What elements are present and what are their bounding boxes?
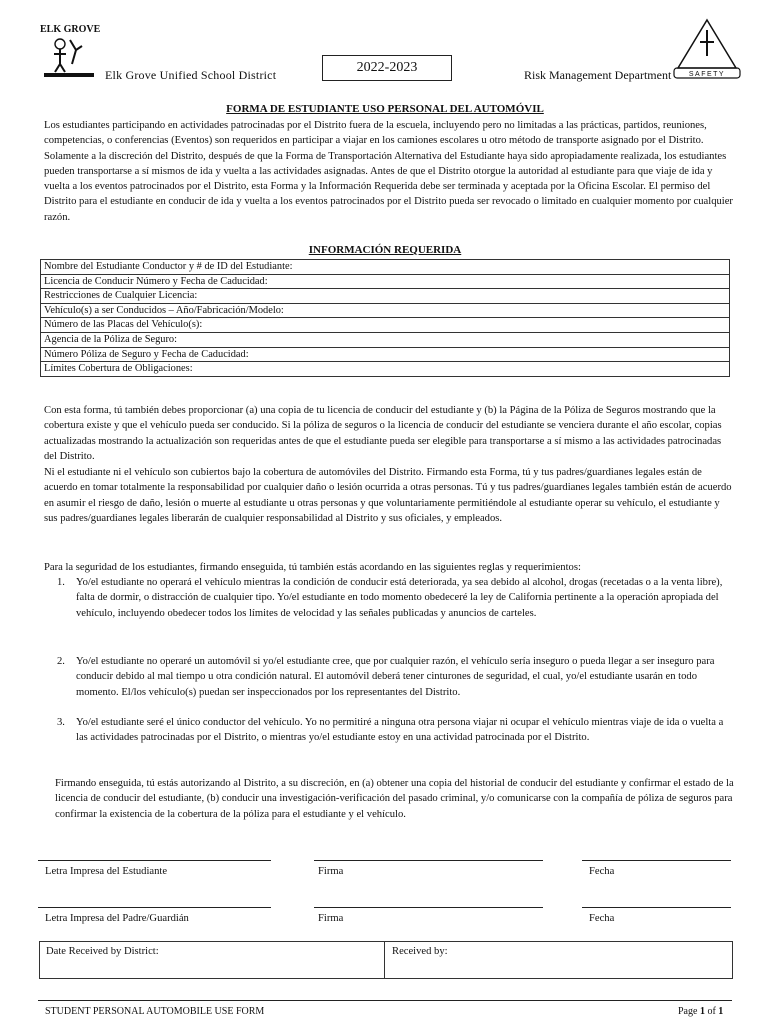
form-title: FORMA DE ESTUDIANTE USO PERSONAL DEL AUTOMÓVIL bbox=[226, 103, 544, 115]
parent-date-line[interactable] bbox=[582, 907, 731, 908]
student-print-line[interactable] bbox=[38, 860, 271, 861]
parent-signature-label: Firma bbox=[318, 913, 344, 924]
parent-date-label: Fecha bbox=[589, 913, 615, 924]
page-indicator bbox=[678, 1006, 723, 1017]
rule-text: Yo/el estudiante no operaré un automóvil si yo/el estudiante cree, que por cualquier razón, el vehículo sería inseguro o pueda llegar a ser inseguro para conducir debido al mal tiempo u otra condición natural. El automóvil deberá tener cinturones de seguridad, el cual, yo/el estudiante usarán en todo momento. El/los vehículo(s) puedan ser inspeccionados por los representantes del Distrito. bbox=[76, 656, 715, 698]
safety-intro: Para la seguridad de los estudiantes, firmando enseguida, tú también estás acordando en las siguientes reglas y requerimientos: bbox=[44, 562, 581, 573]
required-field-label: Vehículo(s) a ser Conducidos – Año/Fabricación/Modelo: bbox=[41, 303, 730, 318]
required-field-label: Límites Cobertura de Obligaciones: bbox=[41, 362, 730, 377]
logo-right-text: SAFETY bbox=[688, 71, 726, 78]
page-total: 1 bbox=[718, 1006, 724, 1017]
logo-left-text: ELK GROVE bbox=[40, 24, 101, 35]
page-number: 1 bbox=[699, 1006, 705, 1017]
required-field-label: Agencia de la Póliza de Seguro: bbox=[41, 332, 730, 347]
table-row[interactable] bbox=[41, 332, 730, 347]
parent-print-line[interactable] bbox=[38, 907, 271, 908]
required-field-label: Licencia de Conducir Número y Fecha de Caducidad: bbox=[41, 274, 730, 289]
table-row[interactable] bbox=[41, 303, 730, 318]
rule-text: Yo/el estudiante seré el único conductor del vehículo. Yo no permitiré a ninguna otra persona viajar ni ocupar el vehículo mientras viaje de ida o vuelta a las actividades patrocinadas por el Distrito, o mientras yo/el estudiante estoy en una actividad patrocinada por el Distrito. bbox=[76, 717, 724, 744]
table-row[interactable] bbox=[41, 274, 730, 289]
required-field-label: Número Póliza de Seguro y Fecha de Caducidad: bbox=[41, 347, 730, 362]
table-row[interactable] bbox=[41, 289, 730, 304]
required-info-heading: INFORMACIÓN REQUERIDA bbox=[308, 244, 462, 256]
rule-number: 3. bbox=[57, 717, 65, 728]
received-by-field[interactable]: Received by: bbox=[392, 946, 448, 957]
required-field-label: Restricciones de Cualquier Licencia: bbox=[41, 289, 730, 304]
table-row[interactable] bbox=[41, 347, 730, 362]
page-of: of bbox=[704, 1006, 719, 1017]
required-field-label: Nombre del Estudiante Conductor y # de ID del Estudiante: bbox=[41, 260, 730, 275]
safety-logo bbox=[672, 16, 742, 80]
table-row[interactable] bbox=[41, 362, 730, 377]
table-row[interactable] bbox=[41, 318, 730, 333]
parent-print-label: Letra Impresa del Padre/Guardián bbox=[45, 913, 189, 924]
footer-divider bbox=[38, 1000, 732, 1001]
intro-paragraph: Los estudiantes participando en actividades patrocinadas por el Distrito fuera de la escuela, incluyendo pero no limitadas a las prácticas, partidos, reuniones, competencias, o conferencias (Eventos) son requeridos en participar a viajar en los camiones escolares u otro método de transporte asignado por el Distrito. Solamente a la discreción del Distrito, después de que la Forma de Transportación Alternativa del Estudiante haya sido apropiadamente realizada, los estudiantes pueden transportarse a sí mismos de ida y vuelta a las actividades asignadas. Antes de que el Distrito otorgue la autoridad al estudiante para que viaje de ida y vuelta a los eventos patrocinados por el Distrito, esta Forma y la Información Requerida debe ser terminada y aceptada por la Oficina Escolar. El permiso del Distrito para el estudiante en conducir de ida y vuelta a los eventos patrocinados por el Distrito pueda ser revocado o limitado en cualquier momento por cualquier razón. bbox=[44, 120, 733, 223]
rule-number: 1. bbox=[57, 577, 65, 588]
copy-requirement-paragraph: Con esta forma, tú también debes proporcionar (a) una copia de tu licencia de conducir del estudiante y (b) la Página de la Póliza de Seguros mostrando que la cobertura existe y que el vehículo pueda ser conducido. Si la póliza de seguros o la licencia de conducir del estudiante se venciera durante el año escolar, copias actualizadas mostrando la actualización son requeridas antes de que el estudiante pueda ser elegible para transportarse a sí mismo a las actividades patrocinadas del Distrito. bbox=[44, 405, 722, 462]
rule-number: 2. bbox=[57, 656, 65, 667]
school-year-box: 2022-2023 bbox=[322, 55, 452, 81]
table-row[interactable] bbox=[41, 260, 730, 275]
authorization-paragraph: Firmando enseguida, tú estás autorizando al Distrito, a su discreción, en (a) obtener una copia del historial de conducir del estudiante y confirmar el estado de la licencia de conducir del estudiante, (b) conducir una investigación-verificación del pasado criminal, y/o comunicarse con la compañía de póliza de seguros para confirmar la existencia de la cobertura de la póliza para el estudiante y el vehículo. bbox=[55, 778, 734, 820]
box-divider bbox=[384, 941, 385, 978]
parent-signature-line[interactable] bbox=[314, 907, 543, 908]
district-name: Elk Grove Unified School District bbox=[105, 68, 277, 82]
student-date-label: Fecha bbox=[589, 866, 615, 877]
student-signature-label: Firma bbox=[318, 866, 344, 877]
rule-text: Yo/el estudiante no operará el vehículo mientras la condición de conducir está deteriorada, ya sea debido al alcohol, drogas (recetadas o a la venta libre), falta de dormir, o distracción de cualquier tipo. Yo/el estudiante en todo momento obedeceré la ley de California pertinente a la operación apropiada del vehículo, incluyendo obedecer todos los límites de velocidad y las señales publicadas y anuncios de carteles. bbox=[76, 577, 723, 619]
footer-form-name: STUDENT PERSONAL AUTOMOBILE USE FORM bbox=[45, 1006, 265, 1017]
student-signature-line[interactable] bbox=[314, 860, 543, 861]
risk-management-department: Risk Management Department bbox=[524, 68, 672, 82]
required-field-label: Número de las Placas del Vehículo(s): bbox=[41, 318, 730, 333]
page-prefix: Page bbox=[678, 1006, 700, 1017]
elk-grove-logo bbox=[36, 20, 102, 78]
coverage-paragraph: Ni el estudiante ni el vehículo son cubiertos bajo la cobertura de automóviles del Distrito. Firmando esta Forma, tú y tus padres/guardianes legales están de acuerdo en tomar totalmente la responsabilidad por cualquier daño o lesión ocurrida a otras personas. Tú y tus padres/guardianes legales también están de acuerdo en asumir el riesgo de daño, lesión o muerte al estudiante u otras personas y que voluntariamente permitiéndole al estudiante operar su vehículo, el estudiante y sus padres/guardianes legales liberarán de cualquier responsabilidad al Distrito y sus oficiales, y empleados. bbox=[44, 467, 732, 524]
date-received-field[interactable]: Date Received by District: bbox=[46, 946, 159, 957]
student-date-line[interactable] bbox=[582, 860, 731, 861]
required-info-table bbox=[40, 259, 730, 377]
student-print-label: Letra Impresa del Estudiante bbox=[45, 866, 168, 877]
